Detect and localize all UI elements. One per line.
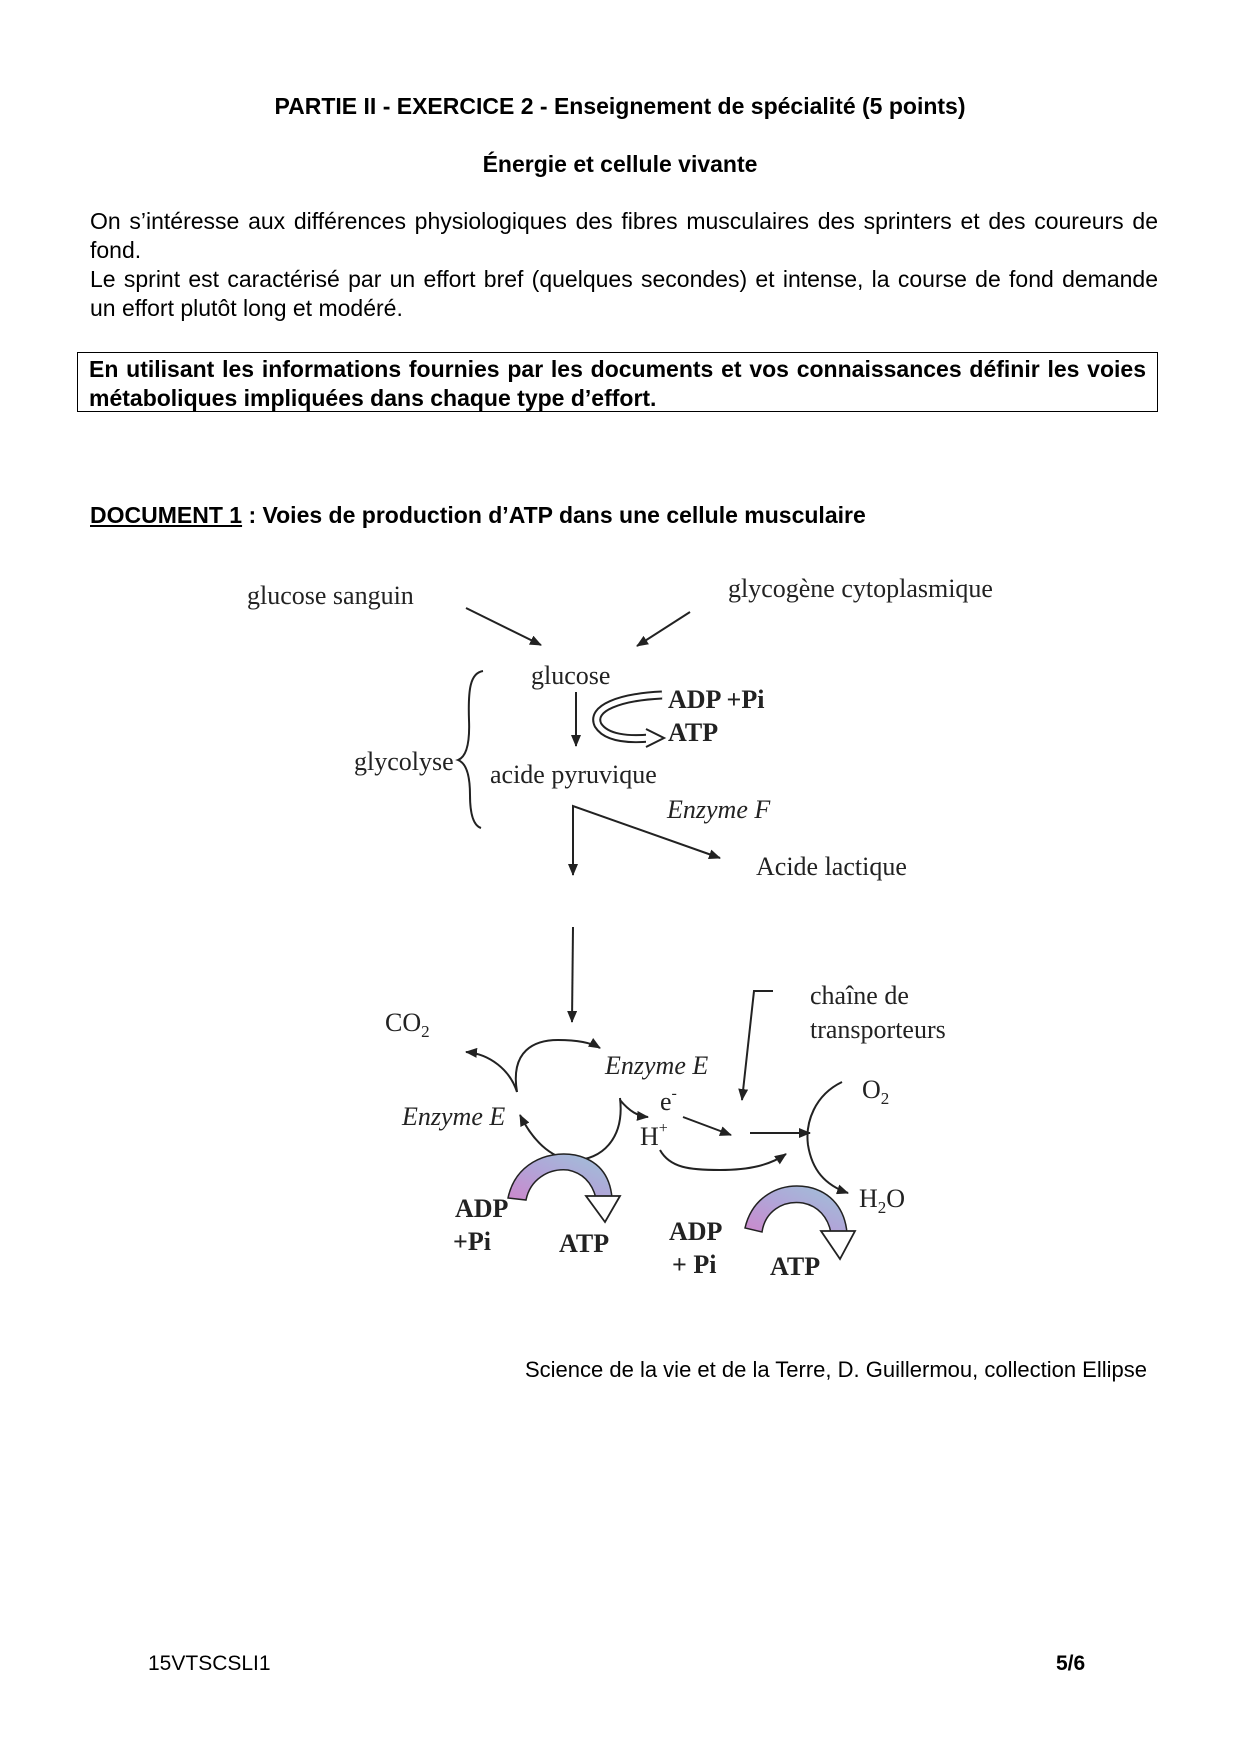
adp-pi-label-1: ADP +Pi xyxy=(668,685,765,714)
atp-curl-arrow-glycolysis xyxy=(597,695,664,747)
intro-text-1: On s’intéresse aux différences physiologiques des fibres musculaires des sprinters et des coureurs de fond. xyxy=(90,208,1158,263)
atp-label-1: ATP xyxy=(668,718,719,747)
adp-label-3: ADP xyxy=(669,1217,723,1246)
arrow-electron-to-chain xyxy=(683,1117,731,1135)
chaine-transporteurs-label-1: chaîne de xyxy=(810,981,909,1010)
arrow-co2-release xyxy=(466,1052,517,1092)
adp-label-2: ADP xyxy=(455,1194,509,1223)
source-citation: Science de la vie et de la Terre, D. Guillermou, collection Ellipse xyxy=(524,1357,1147,1382)
document-1-label: DOCUMENT 1 xyxy=(90,502,243,528)
arrow-proton-to-chain xyxy=(660,1150,786,1170)
arrow-to-krebs-cycle xyxy=(572,927,573,1022)
krebs-cycle-top-arc xyxy=(516,1040,600,1092)
arrow-from-transport-chain xyxy=(742,991,773,1100)
footer-page-number: 5/6 xyxy=(1056,1652,1086,1675)
co2-label: $CO_2$ xyxy=(385,1008,430,1041)
proton-label: H+ xyxy=(640,1120,668,1151)
atp-arc-respiratory-chain xyxy=(745,1186,855,1259)
glycogene-label: glycogène cytoplasmique xyxy=(728,574,993,603)
acide-pyruvique-label: acide pyruvique xyxy=(490,760,657,789)
glycolyse-brace xyxy=(458,671,483,828)
exercise-title: PARTIE II - EXERCICE 2 - Enseignement de spécialité (5 points) xyxy=(274,93,966,119)
glucose-sanguin-label: glucose sanguin xyxy=(247,581,414,610)
arrow-glycogene xyxy=(637,612,690,646)
acide-lactique-label: Acide lactique xyxy=(756,852,907,881)
atp-label-3: ATP xyxy=(770,1252,821,1281)
krebs-cycle-bottom-arc xyxy=(520,1098,621,1160)
enzyme-f-label: Enzyme F xyxy=(667,795,771,824)
glycolyse-label: glycolyse xyxy=(354,747,454,776)
o2-label: $O_2$ xyxy=(862,1075,890,1108)
arrow-glucose-sanguin xyxy=(466,608,541,645)
atp-arc-krebs xyxy=(508,1154,620,1222)
task-instruction-box: En utilisant les informations fournies par les documents et vos connaissances définir les voies métaboliques impliquées dans chaque type d’effort. xyxy=(77,352,1158,412)
atp-label-2: ATP xyxy=(559,1229,610,1258)
pi-label-3: + Pi xyxy=(672,1250,717,1279)
chaine-transporteurs-label-2: transporteurs xyxy=(810,1015,946,1044)
arrow-oxygen-to-water xyxy=(807,1082,848,1193)
glucose-label: glucose xyxy=(531,661,611,690)
electron-label: e- xyxy=(660,1085,677,1116)
intro-text-2: Le sprint est caractérisé par un effort bref (quelques secondes) et intense, la course de fond demande un effort plutôt long et modéré. xyxy=(90,266,1158,321)
footer-exam-code: 15VTSCSLI1 xyxy=(148,1652,271,1675)
enzyme-e-label-2: Enzyme E xyxy=(402,1102,506,1131)
enzyme-e-label-1: Enzyme E xyxy=(605,1051,709,1080)
pi-label-2: +Pi xyxy=(453,1227,491,1256)
arrow-to-electron xyxy=(620,1100,648,1117)
h2o-label: $H_2O$ xyxy=(859,1184,906,1217)
document-1-caption: : Voies de production d’ATP dans une cellule musculaire xyxy=(242,502,866,528)
exercise-subtitle: Énergie et cellule vivante xyxy=(482,151,758,177)
